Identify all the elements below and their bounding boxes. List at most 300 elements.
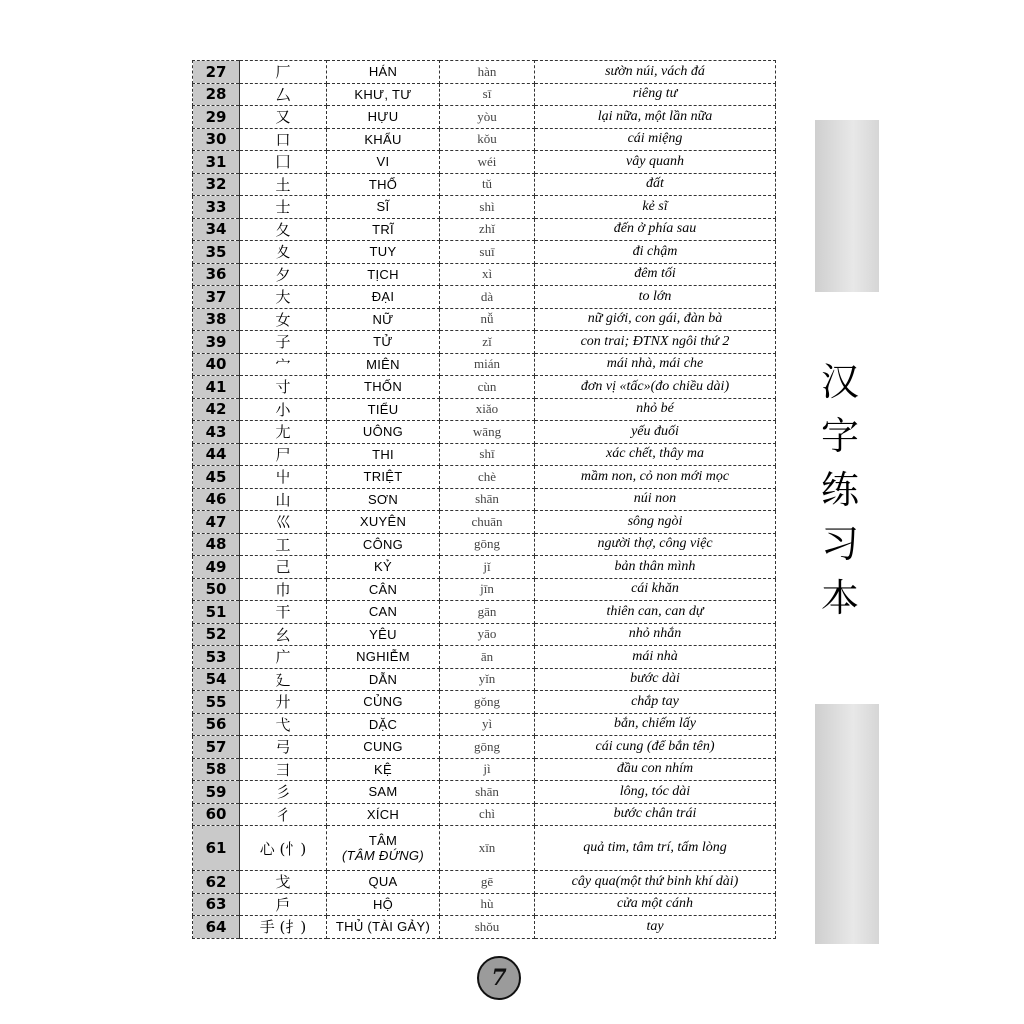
row-number-cell-text: 49 [205,557,227,576]
meaning-cell [535,668,776,691]
radical-char-cell-text: 屮 [275,468,291,487]
row-number-cell-text: 34 [205,220,227,239]
meaning-cell-text: riêng tư [632,86,678,102]
meaning-cell-text: nhỏ bé [636,401,674,417]
row-number-cell [193,398,240,421]
radical-char-cell [240,173,327,196]
radical-table-body [193,61,776,939]
radical-char-cell [240,308,327,331]
pinyin-cell-text: nǚ [480,311,494,327]
radical-char-cell [240,488,327,511]
row-number-cell-text: 38 [205,310,227,329]
pinyin-cell-text: jǐ [483,558,491,574]
row-number-cell-text: 64 [205,917,227,936]
pinyin-cell [440,646,535,669]
row-number-cell-text: 30 [205,130,227,149]
meaning-cell [535,623,776,646]
meaning-cell-text: cây qua(một thứ binh khí dài) [571,873,739,889]
table-row [193,781,776,804]
pinyin-cell-text: hù [480,896,494,912]
radical-name-cell-text: CUNG [363,739,403,755]
row-number-cell [193,533,240,556]
meaning-cell [535,871,776,894]
meaning-cell-text: nhỏ nhắn [628,626,682,642]
meaning-cell-text: bước dài [630,671,680,687]
radical-name-cell [327,488,440,511]
meaning-cell-text: sông ngòi [627,513,683,529]
radical-name-cell-text: CAN [368,604,398,620]
radical-char-cell [240,623,327,646]
pinyin-cell [440,578,535,601]
row-number-cell-text: 46 [205,490,227,509]
meaning-cell [535,263,776,286]
row-number-cell-text: 27 [205,62,227,81]
row-number-cell-text: 62 [205,872,227,891]
radical-char-cell [240,263,327,286]
pinyin-cell-text: zhǐ [479,221,495,237]
meaning-cell [535,173,776,196]
radical-char-cell-text: 幺 [275,625,291,644]
radical-char-cell-text: 厂 [275,63,291,82]
radical-name-cell [327,781,440,804]
radical-char-cell-text: 尢 [275,423,291,442]
row-number-cell-text: 55 [205,692,227,711]
pinyin-cell-text: kǒu [477,131,497,147]
radical-char-cell [240,533,327,556]
table-row [193,421,776,444]
meaning-cell-text: nữ giới, con gái, đàn bà [587,311,723,327]
row-number-cell [193,871,240,894]
radical-char-cell [240,443,327,466]
row-number-cell-text: 43 [205,422,227,441]
radical-name-cell-text: MIÊN [366,356,400,372]
decorative-gray-band-bottom [815,704,879,944]
row-number-cell-text: 32 [205,175,227,194]
pinyin-cell-text: gōng [474,738,500,754]
pinyin-cell [440,443,535,466]
row-number-cell-text: 63 [205,895,227,914]
pinyin-cell-text: shì [479,198,495,214]
row-number-cell [193,893,240,916]
meaning-cell-text: thiên can, can dự [606,603,704,619]
pinyin-cell-text: mián [474,356,500,372]
radical-name-cell [327,308,440,331]
radical-char-cell-text: 廾 [275,693,291,712]
row-number-cell [193,151,240,174]
row-number-cell [193,713,240,736]
radical-char-cell-text: 女 [275,310,291,329]
row-number-cell-text: 36 [205,265,227,284]
row-number-cell [193,331,240,354]
radical-name-cell-text: DẪN [368,671,398,687]
row-number-cell-text: 45 [205,467,227,486]
row-number-cell [193,668,240,691]
radical-char-cell [240,331,327,354]
radical-name-cell [327,601,440,624]
meaning-cell [535,331,776,354]
meaning-cell-text: cái khăn [631,581,679,597]
pinyin-cell-text: gē [480,873,494,889]
meaning-cell-text: đầu con nhím [616,761,694,777]
table-row [193,376,776,399]
radical-name-cell-text: CÂN [368,581,398,597]
meaning-cell-text: bắn, chiếm lấy [613,716,697,732]
pinyin-cell [440,331,535,354]
meaning-cell [535,61,776,84]
pinyin-cell-text: chuān [471,513,503,529]
radical-char-cell [240,826,327,871]
radical-name-cell [327,421,440,444]
side-title-char: 字 [820,414,859,458]
radical-char-cell [240,556,327,579]
radical-name-cell [327,668,440,691]
radical-name-cell [327,736,440,759]
table-row [193,83,776,106]
radical-char-cell [240,871,327,894]
radical-char-cell-text: 士 [275,198,291,217]
row-number-cell-text: 39 [205,332,227,351]
radical-name-cell [327,286,440,309]
pinyin-cell-text: zǐ [482,333,492,349]
meaning-cell [535,398,776,421]
meaning-cell [535,758,776,781]
table-row [193,871,776,894]
radical-char-cell [240,601,327,624]
radical-char-cell [240,736,327,759]
row-number-cell-text: 31 [205,152,227,171]
radical-name-cell-text: CÔNG [362,536,404,552]
row-number-cell [193,691,240,714]
pinyin-cell [440,871,535,894]
meaning-cell [535,781,776,804]
meaning-cell-text: to lớn [638,288,672,304]
pinyin-cell-text: dà [480,288,494,304]
radical-name-cell [327,691,440,714]
pinyin-cell [440,668,535,691]
pinyin-cell [440,713,535,736]
radical-name-cell-text: HỘ [372,896,394,912]
radical-name-cell-text: QUA [368,874,398,890]
pinyin-cell-text: sī [482,86,492,102]
meaning-cell [535,713,776,736]
radical-char-cell-text: 又 [275,108,291,127]
pinyin-cell [440,826,535,871]
radical-name-cell [327,511,440,534]
pinyin-cell [440,173,535,196]
row-number-cell [193,556,240,579]
pinyin-cell-text: gān [477,603,497,619]
radical-char-cell-text: 囗 [275,153,291,172]
meaning-cell [535,466,776,489]
meaning-cell [535,826,776,871]
meaning-cell-text: mầm non, cỏ non mới mọc [580,468,730,484]
row-number-cell [193,196,240,219]
row-number-cell [193,623,240,646]
table-row [193,511,776,534]
row-number-cell [193,421,240,444]
radical-name-cell [327,83,440,106]
row-number-cell-text: 54 [205,670,227,689]
radical-char-cell [240,803,327,826]
row-number-cell [193,646,240,669]
pinyin-cell-text: gōng [474,536,500,552]
radical-char-cell-text: 土 [275,175,291,194]
radical-name-cell [327,196,440,219]
row-number-cell [193,61,240,84]
row-number-cell [193,218,240,241]
meaning-cell [535,218,776,241]
pinyin-cell [440,308,535,331]
radical-char-cell-text: 宀 [275,355,291,374]
row-number-cell-text: 48 [205,535,227,554]
pinyin-cell-text: jì [483,761,491,777]
radical-char-cell [240,61,327,84]
row-number-cell-text: 51 [205,602,227,621]
pinyin-cell-text: chè [477,468,497,484]
radical-name-cell-text: NỮ [372,311,394,327]
pinyin-cell [440,916,535,939]
radical-char-cell-text: 大 [275,288,291,307]
table-row [193,646,776,669]
pinyin-cell [440,106,535,129]
row-number-cell [193,736,240,759]
radical-char-cell-text: 巾 [275,580,291,599]
meaning-cell-text: sườn núi, vách đá [605,63,705,79]
row-number-cell-text: 28 [205,85,227,104]
row-number-cell-text: 33 [205,197,227,216]
radical-name-cell-text: THI [372,446,394,462]
meaning-cell-text: bước chân trái [613,806,697,822]
table-row [193,601,776,624]
radical-name-cell [327,376,440,399]
radical-name-cell [327,646,440,669]
pinyin-cell-text: hàn [477,63,497,79]
meaning-cell [535,353,776,376]
meaning-cell [535,376,776,399]
radical-char-cell [240,646,327,669]
radical-char-cell-text: 彐 [275,760,291,779]
radical-char-cell-text: 工 [275,535,291,554]
meaning-cell-text: chắp tay [631,693,679,709]
table-row [193,308,776,331]
meaning-cell [535,691,776,714]
row-number-cell-text: 59 [205,782,227,801]
radical-char-cell [240,286,327,309]
pinyin-cell-text: shān [475,491,499,507]
meaning-cell [535,241,776,264]
meaning-cell [535,286,776,309]
table-row [193,106,776,129]
meaning-cell-text: yếu đuối [631,423,679,439]
row-number-cell [193,578,240,601]
side-title-char: 汉 [820,360,859,404]
radical-char-cell-text: 山 [275,490,291,509]
meaning-cell-text: quả tim, tâm trí, tấm lòng [583,840,727,855]
radical-name-cell-text: KỆ [374,761,392,777]
radical-name-cell [327,218,440,241]
pinyin-cell-text: yǐn [478,671,496,687]
table-row [193,916,776,939]
meaning-cell [535,601,776,624]
radical-char-cell [240,758,327,781]
radical-char-cell [240,83,327,106]
radical-char-cell [240,713,327,736]
pinyin-cell [440,151,535,174]
radical-char-cell-text: 手 (扌) [259,918,307,937]
radical-name-cell [327,533,440,556]
radical-name-cell [327,893,440,916]
table-row [193,736,776,759]
radical-table-container [192,60,776,939]
pinyin-cell [440,263,535,286]
radical-char-cell-text: 彡 [275,783,291,802]
table-row [193,443,776,466]
meaning-cell [535,916,776,939]
pinyin-cell [440,511,535,534]
radical-name-cell [327,916,440,939]
row-number-cell-text: 44 [205,445,227,464]
radical-char-cell [240,128,327,151]
table-row [193,803,776,826]
meaning-cell-text: xác chết, thây ma [606,446,704,462]
meaning-cell-text: đơn vị «tấc»(đo chiều dài) [580,378,730,394]
meaning-cell [535,421,776,444]
pinyin-cell-text: cùn [477,378,497,394]
pinyin-cell-text: ān [480,648,494,664]
radical-name-cell-text: SƠN [367,491,399,507]
radical-char-cell [240,781,327,804]
radical-name-cell [327,871,440,894]
table-row [193,173,776,196]
meaning-cell-text: cửa một cánh [616,896,694,912]
radical-name-cell-text: UÔNG [362,424,404,440]
row-number-cell [193,286,240,309]
meaning-cell-text: con trai; ĐTNX ngôi thứ 2 [580,333,730,349]
radical-name-cell-text: TRĨ [372,221,394,237]
row-number-cell-text: 50 [205,580,227,599]
radical-name-cell-text: CỦNG [363,694,403,710]
radical-char-cell-text: 戶 [275,895,291,914]
radical-char-cell-text: 夕 [275,265,291,284]
radical-char-cell [240,398,327,421]
radical-char-cell-text: 夂 [275,220,291,239]
row-number-cell-text: 42 [205,400,227,419]
table-row [193,623,776,646]
row-number-cell [193,488,240,511]
pinyin-cell [440,736,535,759]
radical-name-cell [327,106,440,129]
meaning-cell-text: lại nữa, một lần nữa [597,108,713,124]
pinyin-cell [440,758,535,781]
row-number-cell [193,173,240,196]
row-number-cell-text: 52 [205,625,227,644]
pinyin-cell-text: yāo [477,626,497,642]
pinyin-cell [440,533,535,556]
radical-name-cell-text: NGHIỄM [356,649,410,665]
meaning-cell [535,578,776,601]
radical-name-cell [327,578,440,601]
radical-char-cell [240,893,327,916]
radical-name-cell-text: THỦ (TÀI GẢY) [335,919,431,935]
row-number-cell-text: 60 [205,805,227,824]
pinyin-cell [440,376,535,399]
table-row [193,128,776,151]
pinyin-cell-text: shī [479,446,495,462]
radical-name-cell-text: SAM [368,784,398,800]
meaning-cell [535,803,776,826]
table-row [193,286,776,309]
radical-char-cell-text: 干 [275,603,291,622]
radical-name-cell [327,443,440,466]
meaning-cell-text: cái cung (để bắn tên) [595,738,715,754]
radical-char-cell [240,376,327,399]
radical-name-cell-text: SĨ [376,199,390,215]
row-number-cell-text: 58 [205,760,227,779]
radical-name-cell-text: ĐẠI [371,289,395,305]
table-row [193,196,776,219]
meaning-cell-text: đến ở phía sau [613,221,697,237]
pinyin-cell-text: yì [481,716,493,732]
table-row [193,263,776,286]
radical-name-cell-text: KỶ [374,559,392,575]
pinyin-cell [440,218,535,241]
meaning-cell-text: đất [646,176,664,192]
table-row [193,488,776,511]
pinyin-cell [440,623,535,646]
row-number-cell [193,263,240,286]
meaning-cell [535,646,776,669]
radical-name-cell-text: VI [376,154,390,170]
radical-char-cell-text: 口 [275,130,291,149]
table-row [193,578,776,601]
row-number-cell [193,83,240,106]
table-row [193,826,776,871]
table-row [193,218,776,241]
radical-name-cell [327,713,440,736]
meaning-cell [535,511,776,534]
pinyin-cell [440,353,535,376]
table-row [193,758,776,781]
table-row [193,893,776,916]
meaning-cell-text: đêm tối [634,266,676,282]
radical-name-cell [327,466,440,489]
pinyin-cell-text: wéi [477,153,497,169]
radical-char-cell [240,241,327,264]
pinyin-cell [440,128,535,151]
row-number-cell [193,353,240,376]
radical-name-cell-text: DẶC [368,716,398,732]
row-number-cell [193,308,240,331]
radical-name-cell-text: TỬ [373,334,393,350]
side-title [820,355,860,625]
pinyin-cell-text: jīn [480,581,494,597]
radical-char-cell-text: 弓 [275,738,291,757]
radical-char-cell [240,421,327,444]
row-number-cell-text: 61 [205,839,227,857]
pinyin-cell-text: chì [479,806,495,822]
radical-name-cell [327,556,440,579]
meaning-cell [535,893,776,916]
row-number-cell-text: 47 [205,512,227,531]
radical-name-cell-text: THỔ [368,176,398,192]
radical-name-cell-text: KHƯ, TƯ [354,86,412,102]
radical-name-subtitle: (TÂM ĐỨNG) [342,848,424,863]
row-number-cell [193,128,240,151]
pinyin-cell-text: gǒng [474,693,500,709]
radical-char-cell [240,916,327,939]
row-number-cell [193,803,240,826]
radical-char-cell-text: 尸 [275,445,291,464]
